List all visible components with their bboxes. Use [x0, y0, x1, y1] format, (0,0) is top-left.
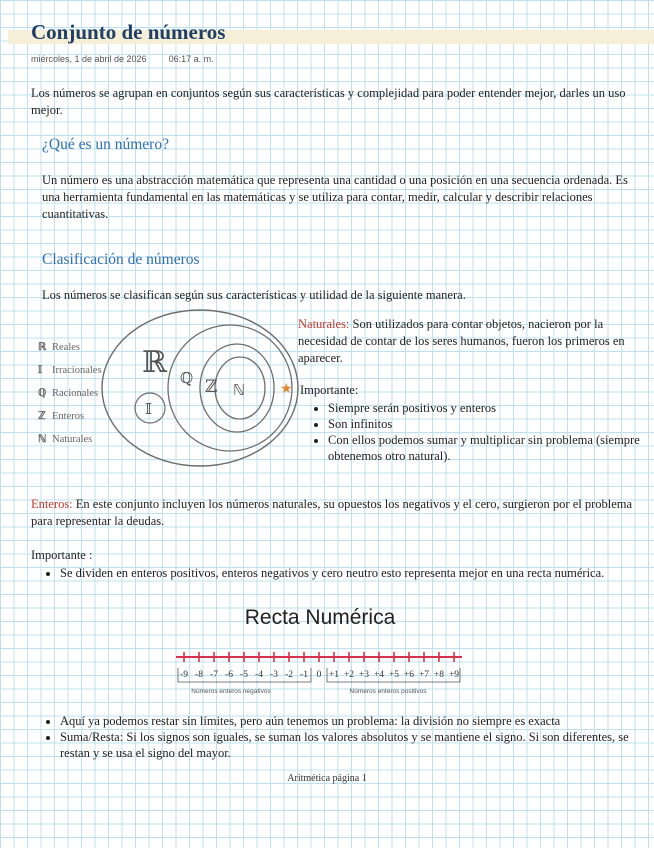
legend-label: Racionales: [52, 388, 99, 399]
number-line-label: +5: [388, 670, 400, 680]
list-item: • Suma/Resta: Si los signos son iguales, se suman los valores absolutos y se mantiene el signo. Si son diferentes, se restan y se usa el signo del mayor.: [60, 729, 654, 761]
label-reales: ℝ: [142, 345, 167, 380]
legend-symbol: 𝕀: [38, 365, 43, 376]
enteros-importante: Importante :: [31, 548, 93, 562]
legend-symbol: ℕ: [38, 434, 47, 445]
legend-symbol: ℤ: [38, 411, 46, 422]
number-line-label: -4: [255, 670, 263, 680]
legend-item: [38, 359, 102, 382]
list-item: • Con ellos podemos sumar y multiplicar sin problema (siempre obtenemos otro natural).: [328, 432, 654, 464]
label-enteros: ℤ: [205, 377, 218, 397]
page-title: Conjunto de números: [31, 20, 226, 44]
number-line-label: -5: [240, 670, 248, 680]
naturales-paragraph: [298, 316, 644, 367]
number-line-label: +4: [373, 670, 385, 680]
number-line-label: +1: [328, 670, 340, 680]
star-icon: ★: [280, 381, 293, 397]
naturales-bullets: [312, 400, 654, 464]
number-line-label: +9: [448, 670, 460, 680]
label-irracionales: 𝕀: [145, 400, 153, 418]
list-item: • Son infinitos: [328, 416, 654, 432]
sets-legend: [38, 336, 102, 451]
page-meta: [31, 54, 214, 64]
page-date: miércoles, 1 de abril de 2026: [31, 54, 147, 64]
enteros-term: Enteros:: [31, 497, 73, 511]
number-line-label: +7: [418, 670, 430, 680]
number-line-label: -3: [270, 670, 278, 680]
closing-bullets: [44, 713, 654, 761]
page-time: 06:17 a. m.: [168, 54, 214, 64]
legend-item: [38, 428, 102, 451]
list-item: • Siempre serán positivos y enteros: [328, 400, 654, 416]
number-line-label: 0: [316, 670, 322, 680]
positives-caption: Números enteros positivos: [349, 688, 427, 695]
number-line-label: +8: [433, 670, 445, 680]
legend-label: Irracionales: [52, 365, 102, 376]
recta-title: Recta Numérica: [244, 606, 396, 629]
intro-paragraph: Los números se agrupan en conjuntos según sus características y complejidad para poder entender mejor, darles un uso mejor.: [31, 86, 626, 117]
legend-label: Reales: [52, 342, 80, 353]
enteros-body: En este conjunto incluyen los números naturales, su opuestos los negativos y el cero, surgieron por el problema para representar la deudas.: [31, 497, 633, 528]
sets-diagram: [100, 308, 300, 468]
negatives-caption: Números enteros negativos: [191, 688, 271, 695]
number-line-label: -1: [300, 670, 308, 680]
legend-item: [38, 405, 102, 428]
list-item: • Se dividen en enteros positivos, enteros negativos y cero neutro esto representa mejor en una recta numérica.: [60, 565, 654, 581]
legend-item: [38, 382, 102, 405]
legend-label: Naturales: [52, 434, 93, 445]
number-line-label: -7: [210, 670, 218, 680]
number-line-label: +2: [343, 670, 355, 680]
heading-clasificacion: Clasificación de números: [42, 251, 200, 268]
heading-que-es-numero: ¿Qué es un número?: [42, 136, 169, 153]
legend-item: [38, 336, 102, 359]
label-naturales: ℕ: [233, 381, 246, 399]
naturales-term: Naturales:: [298, 317, 350, 331]
page-footer: Aritmética página 1: [287, 773, 367, 784]
number-line-label: +6: [403, 670, 415, 680]
enteros-paragraph: [31, 496, 643, 530]
naturales-body: Son utilizados para contar objetos, nacieron por la necesidad de contar de los seres humanos, fueron los primeros en aparecer.: [298, 317, 625, 365]
legend-symbol: ℚ: [38, 388, 47, 399]
paragraph-que-es-numero: Un número es una abstracción matemática que representa una cantidad o una posición en una secuencia ordenada. Es una herramienta fundamental en las matemáticas y se utiliza para contar, medir, calcular y describir relaciones cuantitativas.: [42, 173, 628, 221]
naturales-importante: Importante:: [300, 383, 359, 397]
number-line: [170, 648, 470, 696]
number-line-label: +3: [358, 670, 370, 680]
enteros-bullets: [44, 565, 654, 581]
number-line-label: -2: [285, 670, 293, 680]
legend-label: Enteros: [52, 411, 85, 422]
list-item: • Aquí ya podemos restar sin límites, pero aún tenemos un problema: la división no siempre es exacta: [60, 713, 654, 729]
paragraph-clasificacion: Los números se clasifican según sus características y utilidad de la siguiente manera.: [42, 288, 466, 302]
label-racionales: ℚ: [180, 369, 194, 387]
number-line-label: -6: [225, 670, 233, 680]
number-line-label: -9: [180, 670, 188, 680]
number-line-label: -8: [195, 670, 203, 680]
legend-symbol: ℝ: [38, 342, 47, 353]
